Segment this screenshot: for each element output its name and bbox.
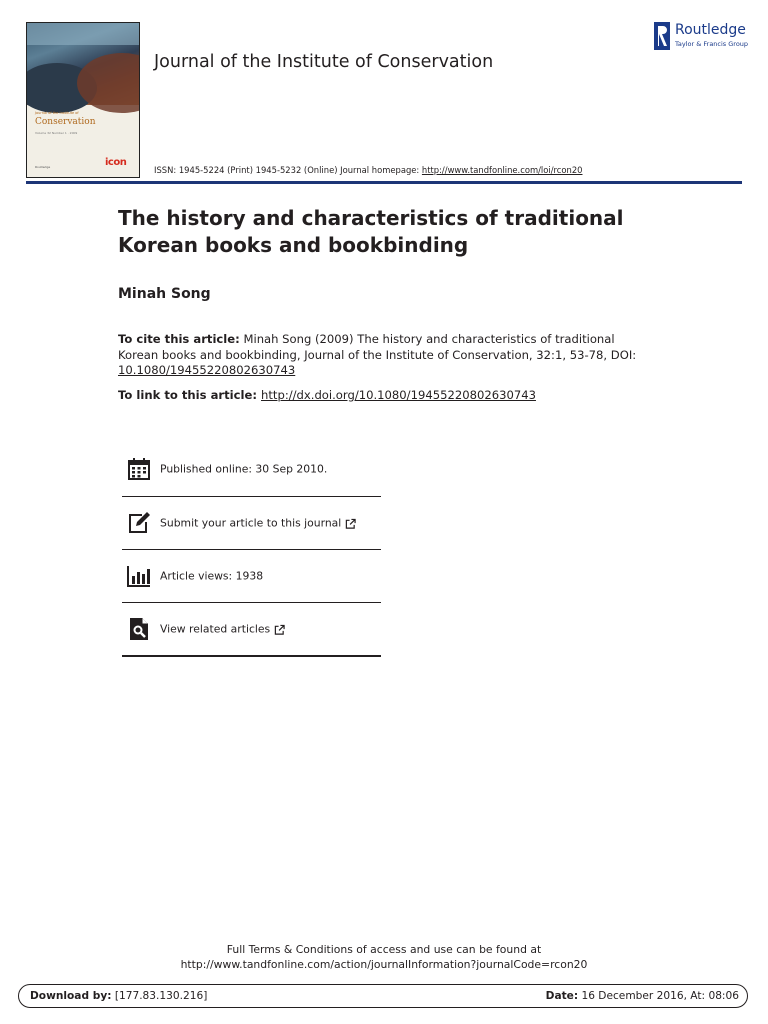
journal-homepage-link[interactable]: http://www.tandfonline.com/loi/rcon20: [421, 165, 583, 175]
routledge-logo[interactable]: [654, 22, 754, 52]
download-by: [30, 990, 207, 1002]
edit-icon: [127, 511, 151, 535]
article-author: Minah Song: [118, 286, 211, 302]
document-search-icon: [127, 617, 151, 641]
article-views-row: [122, 550, 381, 603]
cover-footer: Routledge: [35, 165, 51, 169]
header-divider: [26, 181, 742, 184]
cite-text: Minah Song (2009) The history and characteristics of traditional Korean books and bookbinding, Journal of the Institute of Conservation, 32:1, 53-78, DOI:: [118, 332, 637, 362]
download-info-bar: [18, 984, 748, 1008]
article-doi-url[interactable]: http://dx.doi.org/10.1080/19455220802630743: [261, 388, 536, 402]
issn-text: ISSN: 1945-5224 (Print) 1945-5232 (Online) Journal homepage:: [154, 165, 422, 175]
routledge-logo-icon: [654, 22, 670, 50]
article-views: Article views: 1938: [160, 569, 264, 583]
related-articles-link[interactable]: [160, 623, 285, 636]
article-title: The history and characteristics of traditional Korean books and bookbinding: [118, 206, 624, 257]
issn-line: [154, 165, 582, 175]
published-row: [122, 442, 381, 497]
bar-chart-icon: [127, 564, 151, 588]
terms-url[interactable]: http://www.tandfonline.com/action/journalInformation?journalCode=rcon20: [180, 958, 588, 971]
article-link-line: [118, 388, 536, 402]
journal-cover-image: [26, 22, 140, 178]
date-value: 16 December 2016, At: 08:06: [578, 990, 739, 1002]
terms-notice: [0, 942, 768, 972]
submit-article-label: Submit your article to this journal: [160, 516, 342, 530]
terms-line-1: Full Terms & Conditions of access and use can be found at: [226, 943, 542, 956]
submit-article-row[interactable]: [122, 497, 381, 550]
cover-subtitle: Journal of the Institute of: [35, 111, 79, 115]
cover-volume: Volume 32 Number 1 · 2009: [35, 131, 78, 135]
citation-block: [118, 332, 638, 379]
submit-article-link[interactable]: [160, 517, 356, 530]
journal-title: Journal of the Institute of Conservation: [154, 52, 494, 72]
cover-icon-logo: icon: [105, 157, 127, 168]
download-date: [546, 990, 739, 1002]
publisher-group: Taylor & Francis Group: [675, 40, 749, 48]
publisher-name: Routledge: [675, 22, 746, 38]
doi-link[interactable]: 10.1080/19455220802630743: [118, 363, 296, 377]
published-date: Published online: 30 Sep 2010.: [160, 462, 328, 476]
article-info-list: [122, 442, 381, 657]
cite-label: To cite this article:: [118, 332, 240, 346]
download-label: Download by:: [30, 990, 112, 1002]
external-link-icon: [345, 518, 356, 529]
external-link-icon: [274, 624, 285, 635]
cover-artwork: [27, 23, 139, 105]
related-articles-row[interactable]: [122, 603, 381, 657]
cover-title: Conservation: [35, 117, 96, 127]
link-label: To link to this article:: [118, 388, 262, 402]
date-label: Date:: [545, 990, 579, 1002]
calendar-icon: [127, 457, 151, 481]
related-articles-label: View related articles: [160, 622, 271, 636]
download-ip: [177.83.130.216]: [111, 990, 208, 1002]
